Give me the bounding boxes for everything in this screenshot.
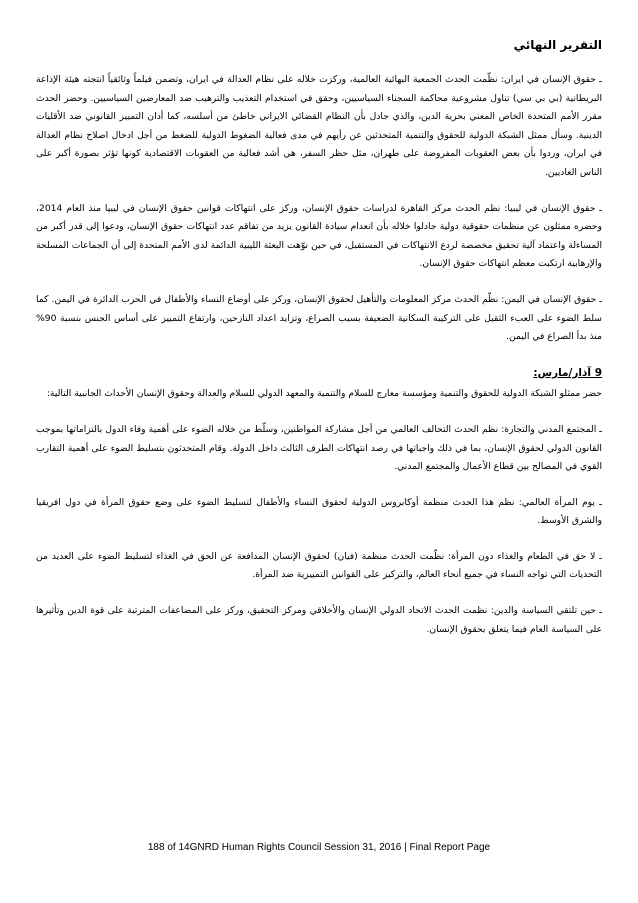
section-heading-date: 9 آذار/مارس: — [533, 366, 602, 379]
paragraph-text: ـ حقوق الإنسان في ليبيا: نظم الحدث مركز القاهرة لدراسات حقوق الإنسان، وركز على انتهاكات قوانين حقوق الإنسان في ليبيا منذ العام 2014، وحضره ممثلون عن منظمات حقوقية دولية جادلوا خلاله بأن انعدام سيادة القانون يزيد من تفاقم عدد انتهاكات حقوق الإنسان، ودعوا إلى قدر أكبر من المساءلة واعتماد آلية تحقيق مخصصة لردع الانتهاكات في المستقبل، في حين نوّهت البعثة الليبية الدائمة لدى الأمم المتحدة إلى أن الجماعات المسلحة والإرهابية ارتكبت معظم انتهاكات حقوق الإنسان. — [36, 202, 602, 270]
page-footer: 188 of 14GNRD Human Rights Council Session 31, 2016 | Final Report Page — [147, 842, 491, 853]
event-food-women — [36, 548, 602, 585]
paragraph-text: ـ حقوق الإنسان في اليمن: نظّم الحدث مركز المعلومات والتأهيل لحقوق الإنسان، وركز على أوضاع النساء والأطفال في الحرب الدائرة في اليمن. كما سلط الضوء على العبء الثقيل على التركيبة السكانية الضعيفة بسبب الصراع، وتزايد اعداد النازحين، وارتفاع التمييز على أساس الجنس بنسبة 90% منذ بدأ الصراع في اليمن. — [36, 293, 602, 343]
paragraph-text: ـ يوم المرأة العالمي: نظم هذا الحدث منظمة أوكابروس الدولية لحقوق النساء والأطفال لتسليط الضوء على وضع حقوق المرأة في دول افريقيا والشرق الأوسط. — [36, 496, 602, 527]
paragraph-text: ـ حقوق الإنسان في ايران: نظّمت الحدث الجمعية البهائية العالمية، وركزت خلاله على نظام العدالة في ايران، وتضمن فيلماً وثائقياً انتجته هيئة الإذاعة البريطانية (بي بي سي) تناول مشروعية محاكمة السجناء السياسيين، وحقق في استخدام التعذيب والترهيب ضد المعارضين السياسيين. وحضر الحدث مقرر الأمم المتحدة الخاص المعني بحرية الدين، والذي جادل بأن النظام القضائي الايراني خاطئ من أسلسه، كما أدان التمييز القانوني ضد الأقليات الدينية. وسأل ممثل الشبكة الدولية للحقوق والتنمية المتحدثين عن رأيهم في مدى فعالية الضغوط الدولية للضغط من أجل ادخال اصلاح نظام العدالة في ايران، وردوا بأن بعض العقوبات المفروضة على طهران، مثل حظر السفر، هي أشد فعالية من العقوبات الاقتصادية كونها تؤثر بصورة أكبر على الناس العاديين. — [36, 74, 602, 178]
page-title: التقرير النهائي — [513, 38, 602, 52]
event-politics-religion — [36, 602, 602, 639]
paragraph-text: ـ لا حق في الطعام والغذاء دون المرأة: نظّمت الحدث منظمة (فيان) لحقوق الإنسان المدافعة عن الحق في الغذاء لتسليط الضوء على العديد من التحديات التي تواجه النساء في جميع أنحاء العالم، والتركيز على القوانين التمييزية ضد المرأة. — [36, 550, 602, 581]
event-yemen — [36, 291, 602, 347]
paragraph-text: ـ المجتمع المدني والتجارة: نظم الحدث التحالف العالمي من أجل مشاركة المواطنين، وسلّط من خلاله الضوء على أهمية وفاء الدول بالتزاماتها بموجب القانون الدولي لحقوق الإنسان، بما في ذلك واجباتها في رصد انتهاكات الطرف الثالث داخل الدولة. وقام المتحدثون بتسليط الضوء على أهمية التقارب القوي في المصالح بين قطاع الأعمال والمجتمع المدني. — [36, 423, 602, 473]
event-iran — [36, 71, 602, 183]
paragraph-text: ـ حين تلتقي السياسة والدين: نظمت الحدث الاتحاد الدولي الإنسان والأخلاقي ومركز التحقيق، وركز على المضاعفات المترتبة على قوة الدين وتأثيرها على السياسة العام فيما يتعلق بحقوق الإنسان. — [36, 605, 602, 635]
report-content — [36, 36, 602, 639]
event-libya — [36, 200, 602, 274]
section-intro: حضر ممثلو الشبكة الدولية للحقوق والتنمية ومؤسسة معارج للسلام والتنمية والمعهد الدولي للسلام والعدالة وحقوق الإنسان الأحداث الجانبية التالية: — [46, 388, 602, 400]
event-womens-day — [36, 494, 602, 531]
event-civil-society-trade — [36, 421, 602, 477]
